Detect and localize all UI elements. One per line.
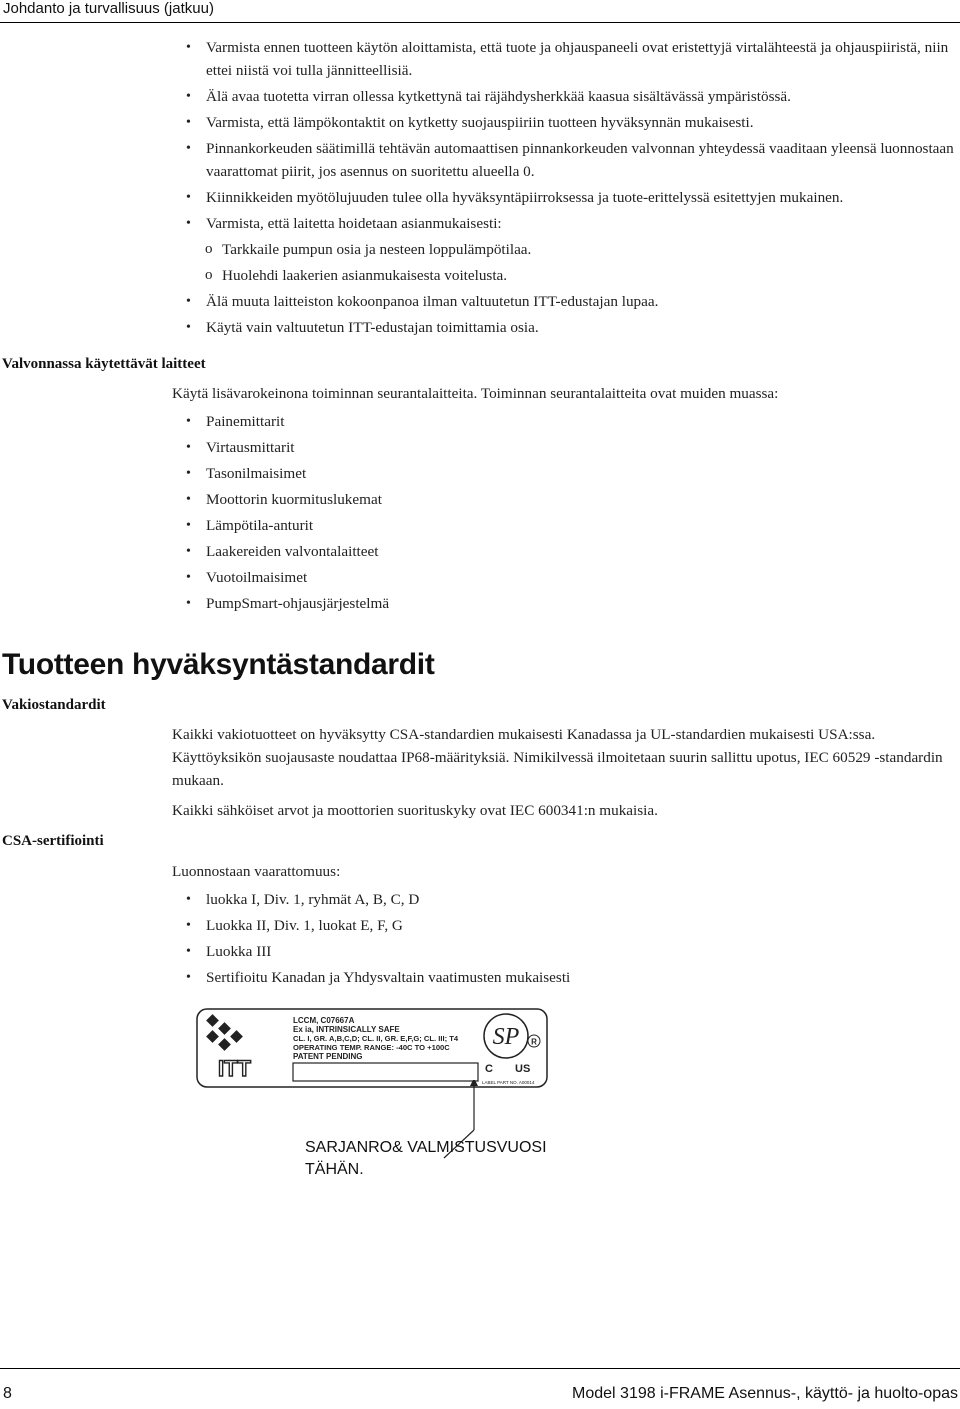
footer-rule — [0, 1368, 960, 1369]
page-header — [0, 0, 960, 23]
list-item: • Älä muuta laitteiston kokoonpanoa ilman valtuutetun ITT-edustajan lupaa. — [180, 290, 958, 313]
list-item: • luokka I, Div. 1, ryhmät A, B, C, D — [180, 888, 958, 911]
label-part-no: LABEL PART NO. A00014 — [482, 1080, 535, 1085]
label-line: LCCM, C07667A — [293, 1016, 355, 1025]
svg-text:R: R — [531, 1037, 537, 1047]
monitoring-list — [180, 410, 958, 618]
list-item: • Varmista, että laitetta hoidetaan asianmukaisesti: — [180, 212, 958, 235]
serial-note-line-1: SARJANRO& VALMISTUSVUOSI — [305, 1139, 547, 1156]
list-item: • Varmista ennen tuotteen käytön aloittamista, että tuote ja ohjauspaneeli ovat eristettyjä virtalähteestä ja ohjauspiiristä, niin ettei niistä voi tulla jännitteellisiä. — [180, 36, 958, 82]
list-item: • Lämpötila-anturit — [180, 514, 958, 537]
list-item: • Vuotoilmaisimet — [180, 566, 958, 589]
standard-paragraph-2: Kaikki sähköiset arvot ja moottorien suorituskyky ovat IEC 600341:n mukaisia. — [172, 802, 658, 819]
list-item: • Luokka II, Div. 1, luokat E, F, G — [180, 914, 958, 937]
label-line: CL. I, GR. A,B,C,D; CL. II, GR. E,F,G; CL. III; T4 — [293, 1034, 459, 1043]
list-item: • Laakereiden valvontalaitteet — [180, 540, 958, 563]
list-item: • Moottorin kuormituslukemat — [180, 488, 958, 511]
standard-heading: Vakiostandardit — [2, 697, 106, 713]
csa-intro: Luonnostaan vaarattomuus: — [172, 863, 341, 880]
label-line: Ex ia, INTRINSICALLY SAFE — [293, 1025, 400, 1034]
monitoring-intro: Käytä lisävarokeinona toiminnan seurantalaitteita. Toiminnan seurantalaitteita ovat muiden muassa: — [172, 385, 779, 402]
document-title: Model 3198 i-FRAME Asennus-, käyttö- ja huolto-opas — [572, 1385, 958, 1402]
approvals-heading: Tuotteen hyväksyntästandardit — [2, 648, 435, 681]
svg-text:SP: SP — [492, 1024, 520, 1050]
list-item: • Virtausmittarit — [180, 436, 958, 459]
registered-icon — [528, 1035, 540, 1047]
label-line: PATENT PENDING — [293, 1052, 363, 1061]
list-item: • Luokka III — [180, 940, 958, 963]
serial-box — [293, 1063, 478, 1081]
safety-list — [180, 36, 958, 342]
sub-list-item: o Tarkkaile pumpun osia ja nesteen loppulämpötilaa. — [180, 238, 958, 261]
csa-c-mark: C — [485, 1063, 493, 1075]
list-item: • Tasonilmaisimet — [180, 462, 958, 485]
csa-heading: CSA-sertifiointi — [2, 833, 104, 849]
certification-label — [196, 1008, 548, 1088]
label-line: OPERATING TEMP. RANGE: -40C TO +100C — [293, 1043, 450, 1052]
list-item: • Varmista, että lämpökontaktit on kytketty suojauspiiriin tuotteen hyväksynnän mukaisesti. — [180, 111, 958, 134]
list-item: • Painemittarit — [180, 410, 958, 433]
sub-list-item: o Huolehdi laakerien asianmukaisesta voitelusta. — [180, 264, 958, 287]
header-title: Johdanto ja turvallisuus (jatkuu) — [3, 0, 214, 17]
list-item: • Pinnankorkeuden säätimillä tehtävän automaattisen pinnankorkeuden valvonnan yhteydessä vaaditaan yleensä luonnostaan vaarattomat piirit, jos asennus on suoritettu alueella 0. — [180, 137, 958, 183]
csa-list — [180, 888, 958, 992]
serial-note — [305, 1137, 547, 1181]
page-number: 8 — [3, 1385, 12, 1402]
itt-brand: ITT — [218, 1056, 251, 1081]
csa-us-mark: US — [515, 1063, 531, 1075]
list-item: • Kiinnikkeiden myötölujuuden tulee olla hyväksyntäpiirroksessa ja tuote-erittelyssä esitettyjen mukainen. — [180, 186, 958, 209]
list-item: • Sertifioitu Kanadan ja Yhdysvaltain vaatimusten mukaisesti — [180, 966, 958, 989]
serial-note-line-2: TÄHÄN. — [305, 1161, 364, 1178]
list-item: • Älä avaa tuotetta virran ollessa kytkettynä tai räjähdysherkkää kaasua sisältävässä ympäristössä. — [180, 85, 958, 108]
monitoring-heading: Valvonnassa käytettävät laitteet — [2, 356, 206, 372]
csa-logo-icon — [484, 1014, 528, 1058]
standard-paragraph-1: Kaikki vakiotuotteet on hyväksytty CSA-standardien mukaisesti Kanadassa ja UL-standardien mukaisesti USA:ssa. Käyttöyksikön suojausaste noudattaa IP68-määrityksiä. Nimikilvessä ilmoitetaan suurin sallittu upotus, IEC 60529 -standardin mukaan. — [172, 726, 943, 789]
list-item: • PumpSmart-ohjausjärjestelmä — [180, 592, 958, 615]
list-item: • Käytä vain valtuutetun ITT-edustajan toimittamia osia. — [180, 316, 958, 339]
